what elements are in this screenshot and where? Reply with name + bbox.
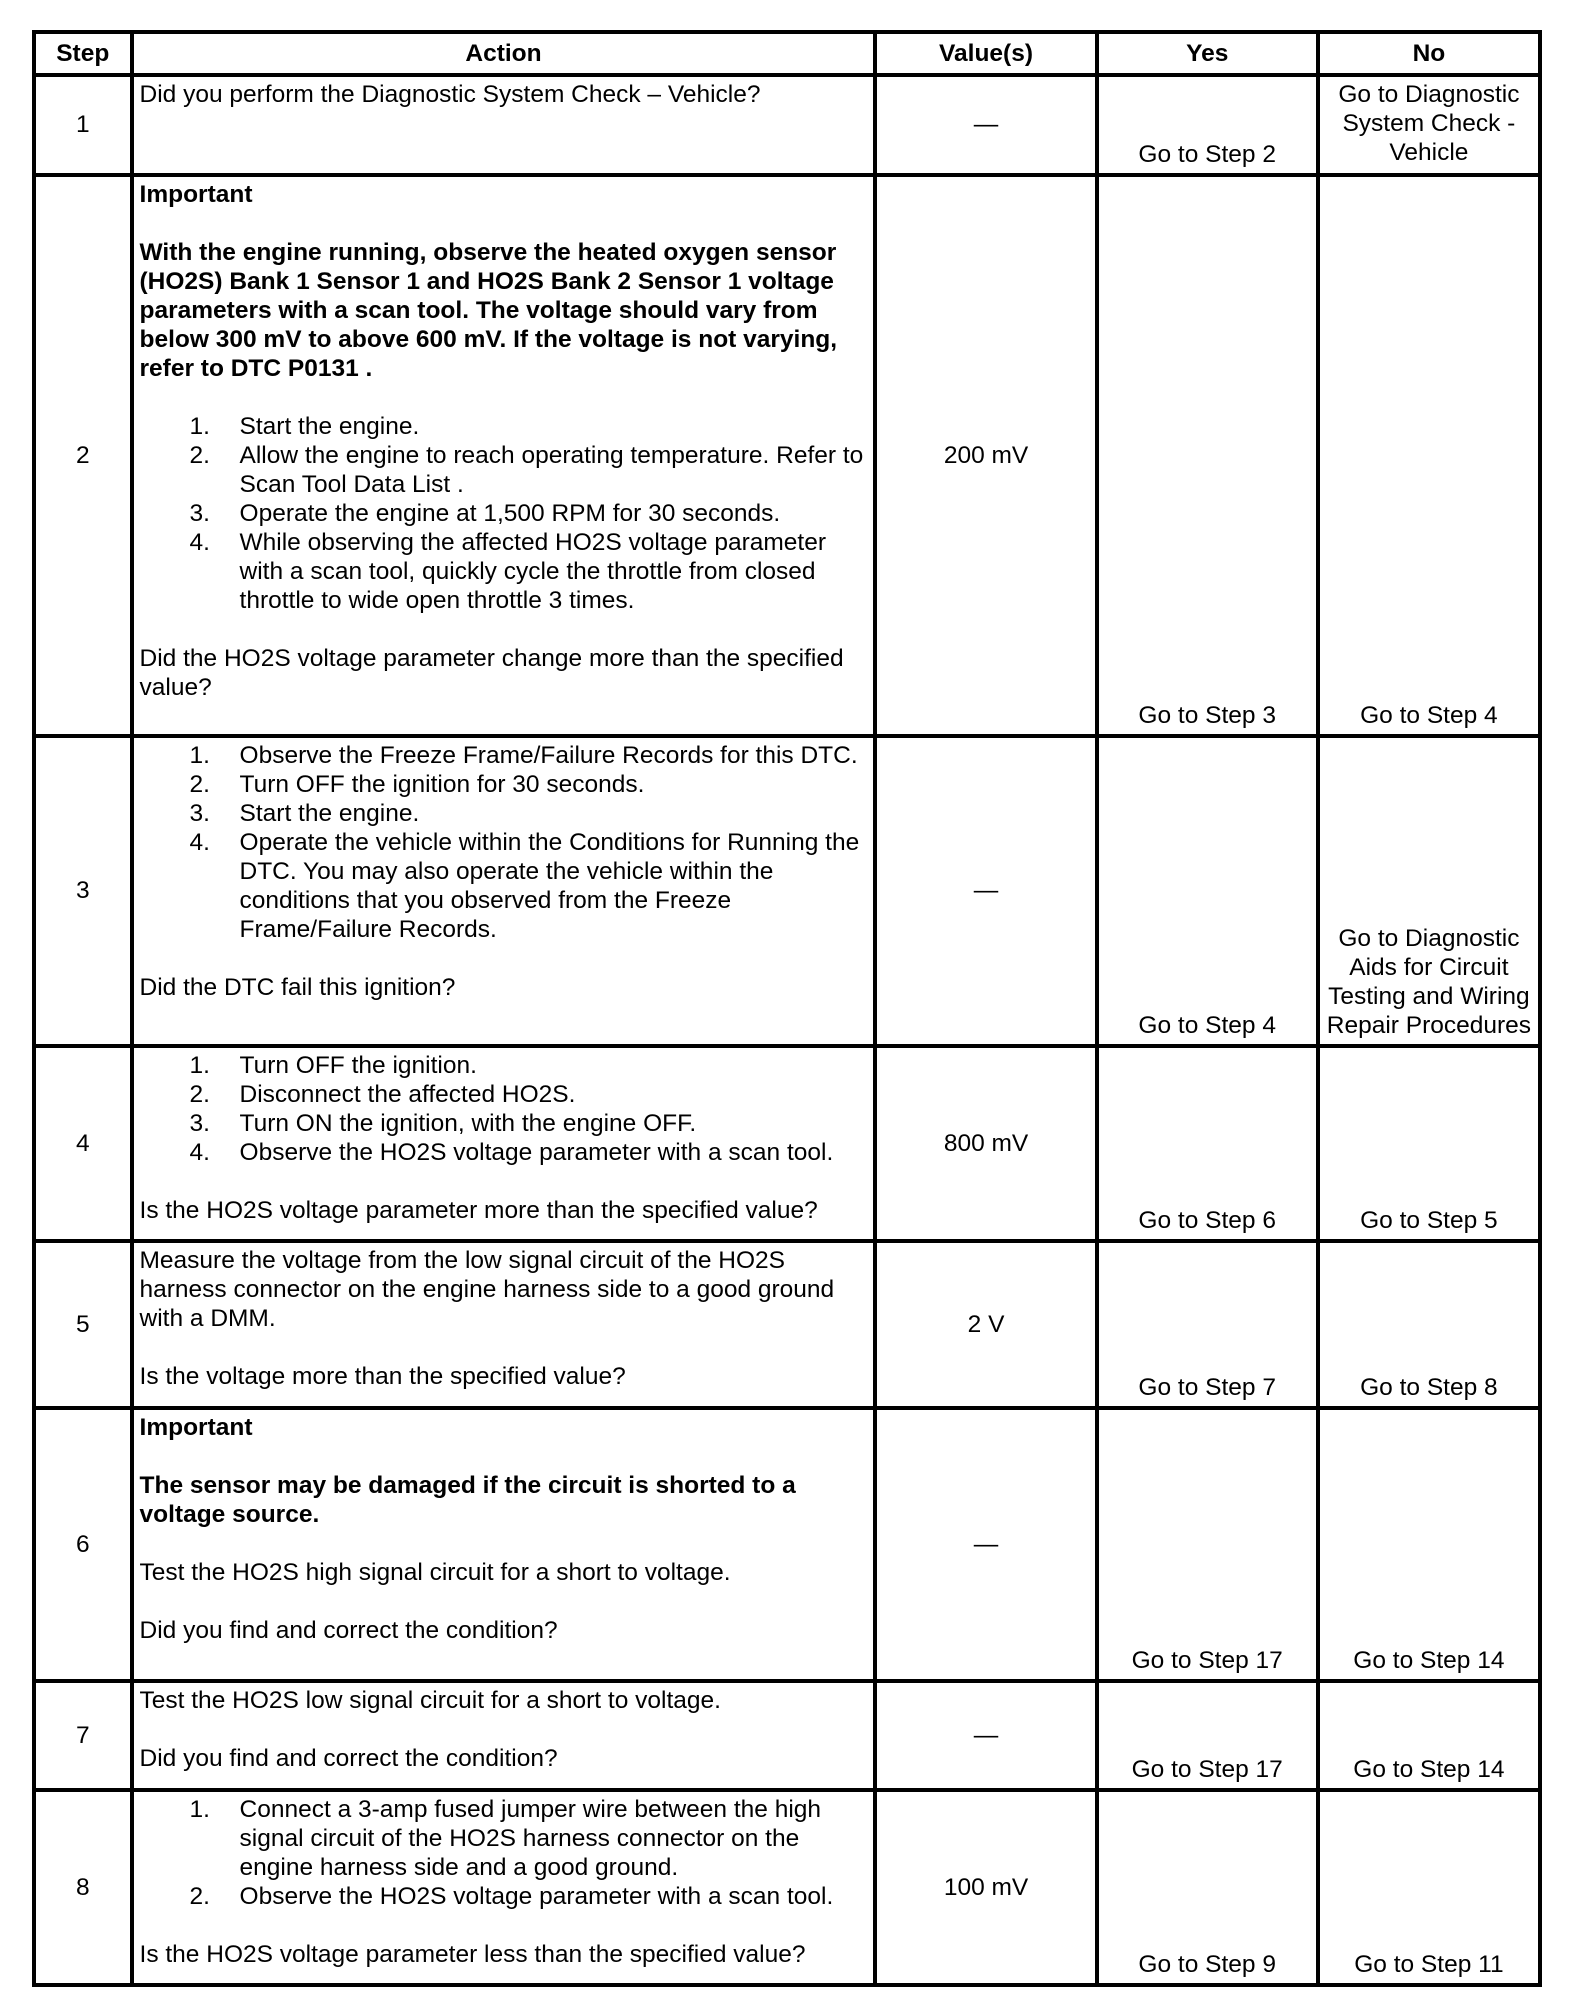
list-text: Connect a 3-amp fused jumper wire between the high signal circuit of the HO2S harness connector on the engine harness side and a good ground. bbox=[239, 1796, 822, 1881]
list-text: Start the engine. bbox=[239, 413, 420, 440]
action-cell bbox=[132, 75, 876, 175]
no-cell: Go to Diagnostic Aids for Circuit Testing and Wiring Repair Procedures bbox=[1318, 736, 1540, 1046]
procedure-list bbox=[140, 412, 868, 615]
value-cell: 2 V bbox=[875, 1241, 1096, 1408]
action-question: Is the voltage more than the specified value? bbox=[139, 1363, 626, 1390]
no-cell: Go to Step 14 bbox=[1318, 1681, 1540, 1790]
list-item bbox=[140, 441, 868, 499]
action-text: Test the HO2S low signal circuit for a short to voltage. bbox=[139, 1687, 721, 1714]
list-number: 4. bbox=[189, 829, 210, 856]
list-item bbox=[140, 1080, 868, 1109]
action-cell bbox=[132, 175, 876, 736]
list-text: Turn OFF the ignition. bbox=[239, 1052, 477, 1079]
list-item bbox=[140, 1051, 868, 1080]
list-text: Start the engine. bbox=[239, 800, 420, 827]
important-label: Important bbox=[139, 1414, 253, 1441]
list-item bbox=[140, 1138, 868, 1167]
list-number: 2. bbox=[189, 442, 210, 469]
document-page bbox=[32, 30, 1542, 1987]
list-text: Operate the vehicle within the Conditions for Running the DTC. You may also operate the vehicle within the conditions that you observed from the Freeze Frame/Failure Records. bbox=[239, 829, 860, 943]
list-text: Allow the engine to reach operating temperature. Refer to Scan Tool Data List . bbox=[239, 442, 864, 498]
action-question: Did you find and correct the condition? bbox=[139, 1617, 558, 1644]
step-number: 5 bbox=[34, 1241, 132, 1408]
header-step: Step bbox=[34, 32, 132, 75]
list-number: 4. bbox=[189, 1139, 210, 1166]
list-text: Disconnect the affected HO2S. bbox=[239, 1081, 576, 1108]
list-text: Turn ON the ignition, with the engine OFF. bbox=[239, 1110, 697, 1137]
list-item bbox=[140, 741, 868, 770]
value-cell: 200 mV bbox=[875, 175, 1096, 736]
no-cell: Go to Step 5 bbox=[1318, 1046, 1540, 1241]
list-number: 3. bbox=[189, 1110, 210, 1137]
diagnostic-table bbox=[32, 30, 1542, 1987]
yes-cell: Go to Step 4 bbox=[1097, 736, 1318, 1046]
header-no: No bbox=[1318, 32, 1540, 75]
list-number: 1. bbox=[189, 413, 210, 440]
list-text: Operate the engine at 1,500 RPM for 30 seconds. bbox=[239, 500, 781, 527]
list-number: 2. bbox=[189, 1883, 210, 1910]
list-number: 4. bbox=[189, 529, 210, 556]
header-row bbox=[34, 32, 1540, 75]
header-value: Value(s) bbox=[875, 32, 1096, 75]
no-cell: Go to Step 4 bbox=[1318, 175, 1540, 736]
action-question: Is the HO2S voltage parameter more than the specified value? bbox=[139, 1197, 818, 1224]
action-cell bbox=[132, 736, 876, 1046]
no-cell: Go to Diagnostic System Check - Vehicle bbox=[1318, 75, 1540, 175]
step-number: 4 bbox=[34, 1046, 132, 1241]
action-text: Measure the voltage from the low signal circuit of the HO2S harness connector on the engine harness side to a good ground with a DMM. bbox=[139, 1247, 835, 1332]
procedure-list bbox=[140, 741, 868, 944]
no-cell: Go to Step 8 bbox=[1318, 1241, 1540, 1408]
list-text: Observe the Freeze Frame/Failure Records for this DTC. bbox=[239, 742, 858, 769]
no-cell: Go to Step 11 bbox=[1318, 1790, 1540, 1985]
list-number: 1. bbox=[189, 742, 210, 769]
action-cell bbox=[132, 1408, 876, 1681]
yes-cell: Go to Step 17 bbox=[1097, 1408, 1318, 1681]
list-item bbox=[140, 528, 868, 615]
important-text: With the engine running, observe the heated oxygen sensor (HO2S) Bank 1 Sensor 1 and HO2S Bank 2 Sensor 1 voltage parameters with a scan tool. The voltage should vary from below 300 mV to above 600 mV. If the voltage is not varying, refer to DTC P0131 . bbox=[139, 239, 838, 382]
action-cell bbox=[132, 1046, 876, 1241]
value-cell: — bbox=[875, 736, 1096, 1046]
list-item bbox=[140, 1882, 868, 1911]
action-cell bbox=[132, 1681, 876, 1790]
step-number: 2 bbox=[34, 175, 132, 736]
table-row bbox=[34, 175, 1540, 736]
list-item bbox=[140, 770, 868, 799]
list-text: Observe the HO2S voltage parameter with a scan tool. bbox=[239, 1883, 834, 1910]
step-number: 1 bbox=[34, 75, 132, 175]
table-row bbox=[34, 1241, 1540, 1408]
action-question: Did the DTC fail this ignition? bbox=[139, 974, 456, 1001]
step-number: 6 bbox=[34, 1408, 132, 1681]
list-text: While observing the affected HO2S voltage parameter with a scan tool, quickly cycle the throttle from closed throttle to wide open throttle 3 times. bbox=[239, 529, 827, 614]
action-cell bbox=[132, 1241, 876, 1408]
list-item bbox=[140, 799, 868, 828]
action-question: Did you find and correct the condition? bbox=[139, 1745, 558, 1772]
table-row bbox=[34, 1790, 1540, 1985]
table-row bbox=[34, 1046, 1540, 1241]
yes-cell: Go to Step 9 bbox=[1097, 1790, 1318, 1985]
yes-cell: Go to Step 3 bbox=[1097, 175, 1318, 736]
value-cell: 100 mV bbox=[875, 1790, 1096, 1985]
list-number: 1. bbox=[189, 1796, 210, 1823]
step-number: 7 bbox=[34, 1681, 132, 1790]
list-item bbox=[140, 1109, 868, 1138]
action-cell bbox=[132, 1790, 876, 1985]
action-text: Test the HO2S high signal circuit for a short to voltage. bbox=[139, 1559, 731, 1586]
list-number: 3. bbox=[189, 800, 210, 827]
list-number: 2. bbox=[189, 1081, 210, 1108]
action-question: Did the HO2S voltage parameter change more than the specified value? bbox=[139, 645, 844, 701]
header-action: Action bbox=[132, 32, 876, 75]
procedure-list bbox=[140, 1051, 868, 1167]
header-yes: Yes bbox=[1097, 32, 1318, 75]
table-row bbox=[34, 75, 1540, 175]
value-cell: — bbox=[875, 1408, 1096, 1681]
list-item bbox=[140, 412, 868, 441]
list-number: 1. bbox=[189, 1052, 210, 1079]
list-number: 2. bbox=[189, 771, 210, 798]
list-number: 3. bbox=[189, 500, 210, 527]
value-cell: — bbox=[875, 75, 1096, 175]
list-item bbox=[140, 499, 868, 528]
list-item bbox=[140, 828, 868, 944]
step-number: 3 bbox=[34, 736, 132, 1046]
table-row bbox=[34, 736, 1540, 1046]
list-text: Observe the HO2S voltage parameter with a scan tool. bbox=[239, 1139, 834, 1166]
no-cell: Go to Step 14 bbox=[1318, 1408, 1540, 1681]
yes-cell: Go to Step 6 bbox=[1097, 1046, 1318, 1241]
important-text: The sensor may be damaged if the circuit is shorted to a voltage source. bbox=[139, 1472, 796, 1528]
table-row bbox=[34, 1408, 1540, 1681]
yes-cell: Go to Step 2 bbox=[1097, 75, 1318, 175]
value-cell: 800 mV bbox=[875, 1046, 1096, 1241]
list-item bbox=[140, 1795, 868, 1882]
action-question: Did you perform the Diagnostic System Check – Vehicle? bbox=[139, 81, 761, 108]
important-label: Important bbox=[139, 181, 253, 208]
yes-cell: Go to Step 7 bbox=[1097, 1241, 1318, 1408]
action-question: Is the HO2S voltage parameter less than the specified value? bbox=[139, 1941, 806, 1968]
table-row bbox=[34, 1681, 1540, 1790]
yes-cell: Go to Step 17 bbox=[1097, 1681, 1318, 1790]
list-text: Turn OFF the ignition for 30 seconds. bbox=[239, 771, 645, 798]
step-number: 8 bbox=[34, 1790, 132, 1985]
procedure-list bbox=[140, 1795, 868, 1911]
value-cell: — bbox=[875, 1681, 1096, 1790]
